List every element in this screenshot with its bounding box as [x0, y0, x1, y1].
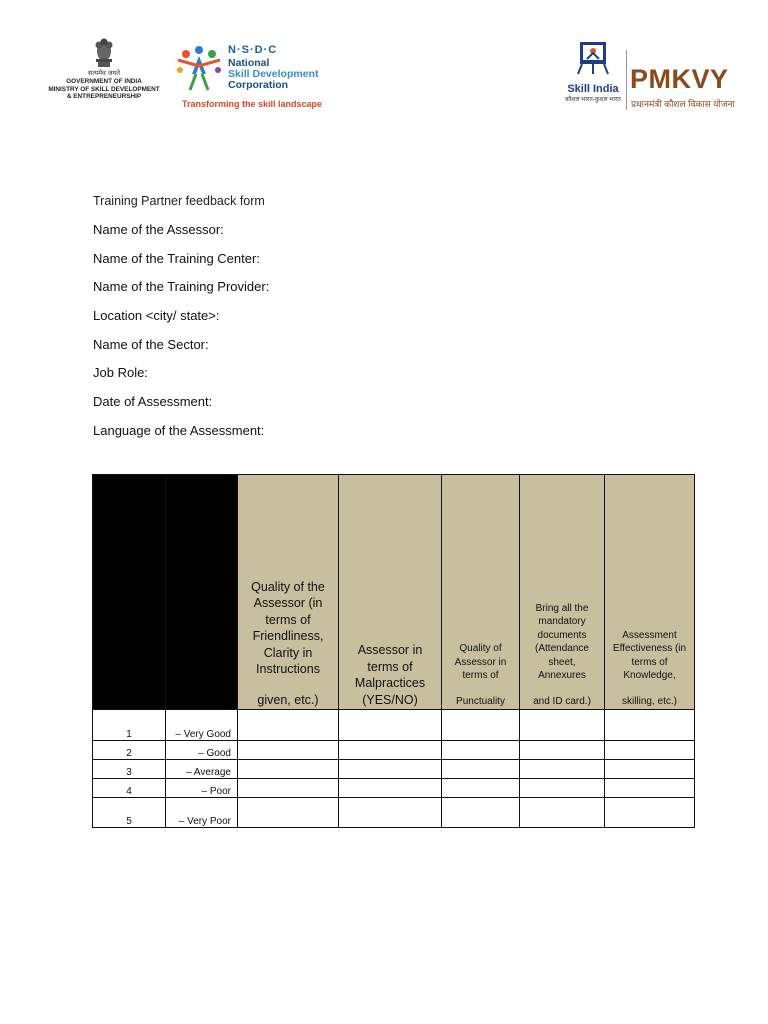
- govt-of-india-logo: [40, 36, 168, 101]
- header-quality-tail: given, etc.): [257, 692, 319, 707]
- table-row: [93, 798, 695, 828]
- rating-number: 3: [93, 760, 166, 779]
- rating-cell[interactable]: [442, 710, 520, 741]
- pmkvy-hindi-text: प्रधानमंत्री कौशल विकास योजना: [631, 99, 735, 109]
- govt-line-2: MINISTRY OF SKILL DEVELOPMENT: [48, 85, 160, 93]
- header-effectiveness-tail: skilling, etc.): [621, 695, 677, 707]
- header-quality: [238, 475, 339, 710]
- rating-cell[interactable]: [520, 798, 605, 828]
- rating-cell[interactable]: [442, 798, 520, 828]
- rating-cell[interactable]: [442, 760, 520, 779]
- header-blank-cell: [93, 475, 166, 710]
- rating-label: – Good: [166, 741, 238, 760]
- header-punctuality-tail: Punctuality: [456, 695, 505, 707]
- field-sector: Name of the Sector:: [93, 336, 209, 352]
- skill-india-text: Skill India: [567, 83, 619, 95]
- header-punctuality: [442, 475, 520, 710]
- nsdc-name-line-3: Corporation: [228, 79, 289, 91]
- nsdc-logo: [172, 40, 332, 114]
- skill-india-logo: [562, 40, 624, 103]
- header-documents-tail: and ID card.): [533, 695, 591, 707]
- field-assessment-date: Date of Assessment:: [93, 394, 213, 410]
- form-title: Training Partner feedback form: [93, 194, 265, 208]
- rating-cell[interactable]: [442, 741, 520, 760]
- table-row: [93, 760, 695, 779]
- rating-cell[interactable]: [238, 779, 339, 798]
- header-punctuality-text: Quality of Assessor in terms of: [454, 643, 507, 681]
- table-row: [93, 741, 695, 760]
- rating-cell[interactable]: [442, 779, 520, 798]
- rating-cell[interactable]: [339, 760, 442, 779]
- rating-cell[interactable]: [339, 710, 442, 741]
- field-assessor-name: Name of the Assessor:: [93, 222, 224, 237]
- rating-number: 1: [93, 710, 166, 741]
- skill-india-hindi: कौशल भारत-कुशल भारत: [565, 97, 621, 103]
- header-malpractice-tail: (YES/NO): [362, 692, 418, 707]
- nsdc-full-name: [228, 58, 338, 91]
- national-emblem-icon: [89, 36, 119, 70]
- rating-label: – Poor: [166, 779, 238, 798]
- header-effectiveness-text: Assessment Effectiveness (in terms of Knowledge,: [612, 629, 687, 681]
- header-documents: [520, 475, 605, 710]
- rating-cell[interactable]: [605, 710, 695, 741]
- header-documents-text: Bring all the mandatory documents (Attendance sheet, Annexures: [535, 602, 589, 681]
- field-training-provider: Name of the Training Provider:: [93, 279, 270, 295]
- nsdc-abbreviation: N·S·D·C: [228, 44, 278, 56]
- rating-cell[interactable]: [605, 741, 695, 760]
- form-fields: [93, 222, 269, 452]
- rating-cell[interactable]: [238, 741, 339, 760]
- header-quality-text: Quality of the Assessor (in terms of Friendliness, Clarity in Instructions: [251, 579, 325, 676]
- rating-cell[interactable]: [520, 710, 605, 741]
- rating-cell[interactable]: [339, 741, 442, 760]
- skill-india-icon: [574, 40, 612, 78]
- table-row: [93, 779, 695, 798]
- rating-cell[interactable]: [605, 779, 695, 798]
- rating-cell[interactable]: [605, 798, 695, 828]
- rating-number: 4: [93, 779, 166, 798]
- rating-cell[interactable]: [520, 741, 605, 760]
- rating-cell[interactable]: [339, 798, 442, 828]
- rating-cell[interactable]: [339, 779, 442, 798]
- header-malpractice: [339, 475, 442, 710]
- page-header: [0, 30, 768, 120]
- rating-cell[interactable]: [605, 760, 695, 779]
- field-training-center: Name of the Training Center:: [93, 250, 260, 266]
- nsdc-name-line-2: Skill Development: [228, 68, 319, 80]
- pmkvy-logo-text: PMKVY: [630, 64, 729, 94]
- rating-cell[interactable]: [520, 760, 605, 779]
- nsdc-tagline: Transforming the skill landscape: [182, 99, 323, 109]
- nsdc-figures-icon: [172, 44, 226, 96]
- feedback-table: [92, 474, 695, 828]
- header-effectiveness: [605, 475, 695, 710]
- nsdc-name-line-1: National: [228, 57, 270, 69]
- header-malpractice-text: Assessor in terms of Malpractices: [354, 643, 426, 690]
- govt-line-3: & ENTREPRENEURSHIP: [66, 93, 142, 101]
- field-location: Location <city/ state>:: [93, 308, 220, 324]
- table-header-row: [93, 475, 695, 710]
- rating-cell[interactable]: [238, 710, 339, 741]
- logo-divider: [626, 50, 627, 110]
- rating-number: 5: [93, 798, 166, 828]
- govt-motto: सत्यमेव जयते: [87, 70, 121, 77]
- rating-number: 2: [93, 741, 166, 760]
- field-job-role: Job Role:: [93, 365, 148, 381]
- field-assessment-language: Language of the Assessment:: [93, 422, 265, 438]
- rating-cell[interactable]: [520, 779, 605, 798]
- rating-cell[interactable]: [238, 798, 339, 828]
- rating-cell[interactable]: [238, 760, 339, 779]
- header-blank-cell: [166, 475, 238, 710]
- govt-line-1: GOVERNMENT OF INDIA: [66, 78, 142, 85]
- rating-label: – Very Poor: [166, 798, 238, 828]
- rating-label: – Average: [166, 760, 238, 779]
- table-row: [93, 710, 695, 741]
- rating-label: – Very Good: [166, 710, 238, 741]
